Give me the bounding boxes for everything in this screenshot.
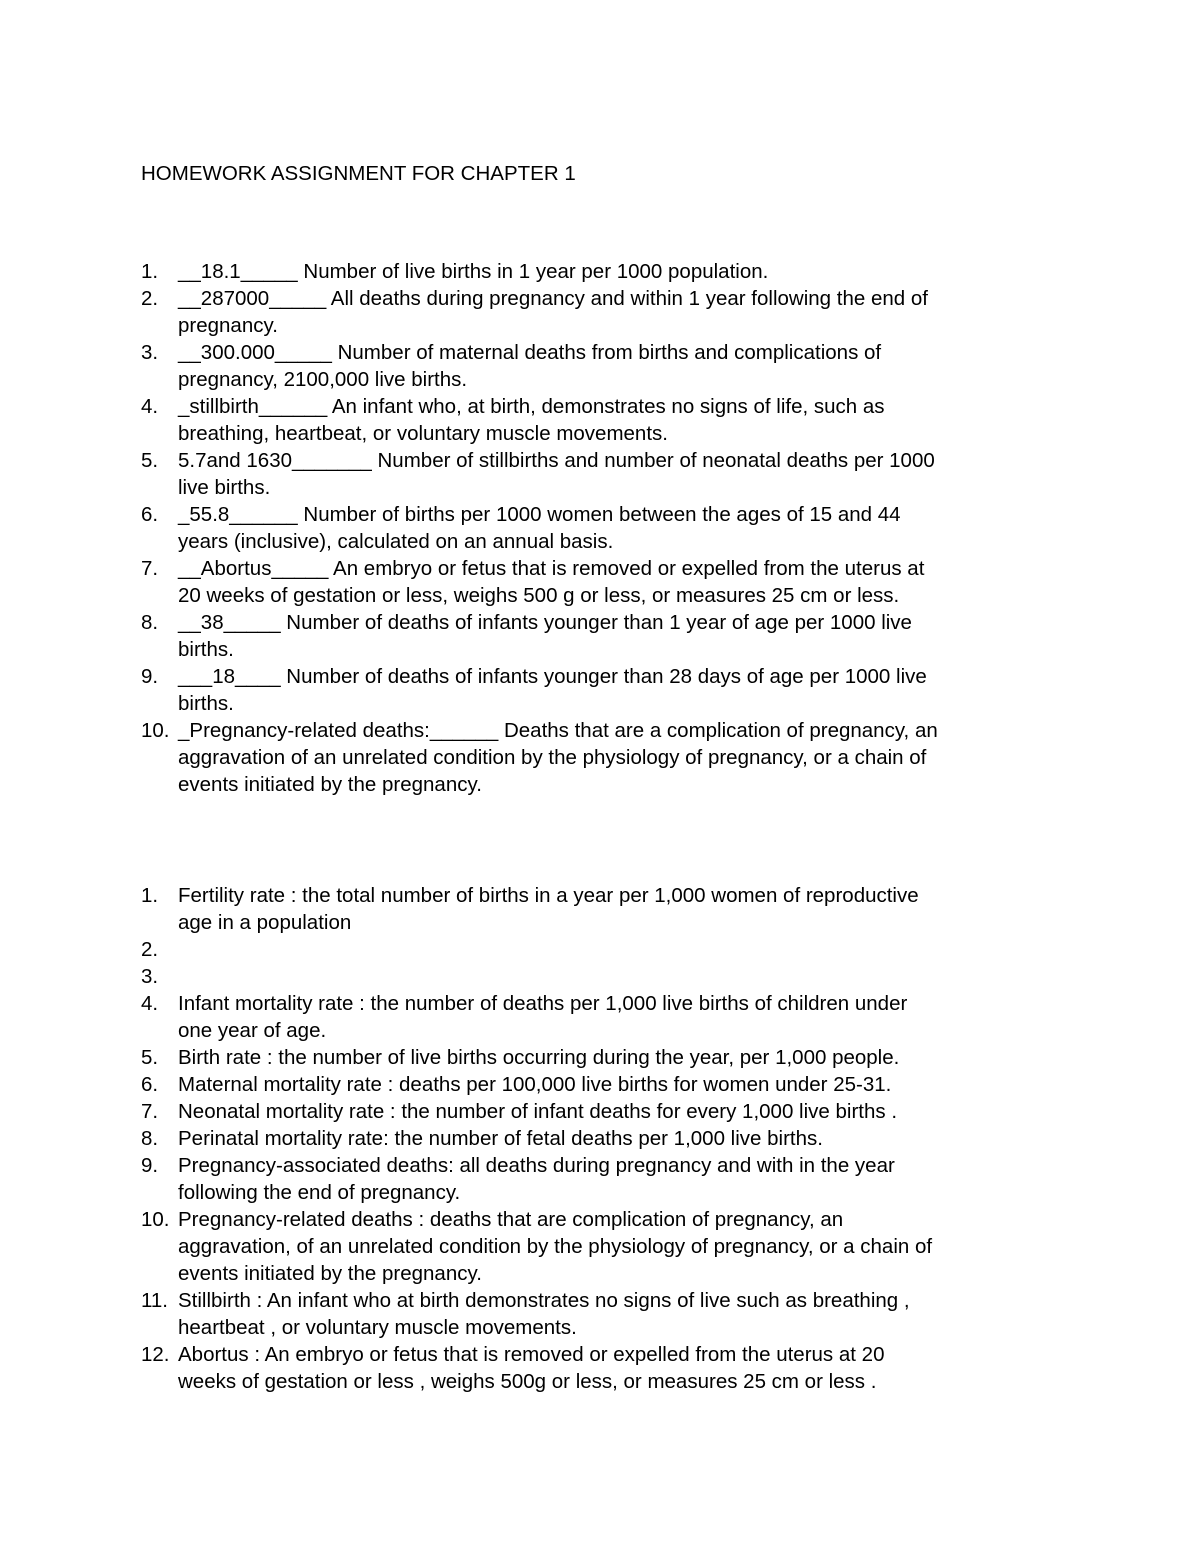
item-text-line: following the end of pregnancy. — [178, 1181, 461, 1204]
item-number: 11. — [141, 1289, 168, 1312]
item-text-line: pregnancy, 2100,000 live births. — [178, 368, 468, 391]
item-number: 5. — [141, 449, 159, 472]
item-text-line: events initiated by the pregnancy. — [178, 1262, 482, 1285]
item-text-line: Pregnancy-related deaths : deaths that are complication of pregnancy, an — [178, 1208, 844, 1231]
list-item — [141, 1044, 1071, 1071]
item-text-line: Neonatal mortality rate : the number of infant deaths for every 1,000 live births . — [178, 1100, 898, 1123]
item-text-line — [178, 963, 1071, 990]
item-number: 9. — [141, 1154, 159, 1177]
item-text-line: 5.7and 1630_______ Number of stillbirths and number of neonatal deaths per 1000 — [178, 449, 935, 472]
list-item — [141, 555, 1071, 609]
list-item — [141, 990, 1071, 1044]
list-item — [141, 1341, 1071, 1395]
definitions-list — [141, 882, 1071, 1395]
item-text-line: ___18____ Number of deaths of infants younger than 28 days of age per 1000 live — [178, 665, 927, 688]
list-item — [141, 258, 1071, 285]
item-text-line: 20 weeks of gestation or less, weighs 500 g or less, or measures 25 cm or less. — [178, 584, 900, 607]
item-number: 9. — [141, 665, 159, 688]
item-text-line: Abortus : An embryo or fetus that is removed or expelled from the uterus at 20 — [178, 1343, 885, 1366]
item-number: 10. — [141, 1208, 170, 1231]
list-item — [141, 339, 1071, 393]
item-text-line: live births. — [178, 476, 271, 499]
item-text-line: events initiated by the pregnancy. — [178, 773, 482, 796]
item-text-line: births. — [178, 692, 234, 715]
item-number: 4. — [141, 395, 159, 418]
list-item — [141, 1071, 1071, 1098]
item-number: 3. — [141, 341, 159, 364]
item-number: 1. — [141, 260, 159, 283]
item-number: 5. — [141, 1046, 159, 1069]
item-text-line: _stillbirth______ An infant who, at birth, demonstrates no signs of life, such as — [178, 395, 885, 418]
item-number: 1. — [141, 884, 159, 907]
item-text-line: breathing, heartbeat, or voluntary muscle movements. — [178, 422, 668, 445]
item-number: 8. — [141, 1127, 159, 1150]
item-text-line: years (inclusive), calculated on an annual basis. — [178, 530, 614, 553]
item-text-line: age in a population — [178, 911, 352, 934]
item-text-line: _Pregnancy-related deaths:______ Deaths that are a complication of pregnancy, an — [178, 719, 938, 742]
list-item — [141, 285, 1071, 339]
list-item — [141, 663, 1071, 717]
item-text-line: Perinatal mortality rate: the number of fetal deaths per 1,000 live births. — [178, 1127, 823, 1150]
list-item — [141, 1152, 1071, 1206]
item-text-line: __Abortus_____ An embryo or fetus that is removed or expelled from the uterus at — [178, 557, 925, 580]
item-number: 2. — [141, 287, 159, 310]
list-item — [141, 393, 1071, 447]
item-text-line: Fertility rate : the total number of births in a year per 1,000 women of reproductive — [178, 884, 919, 907]
item-text-line: Pregnancy-associated deaths: all deaths during pregnancy and with in the year — [178, 1154, 895, 1177]
item-number: 3. — [141, 965, 159, 988]
list-item — [141, 882, 1071, 936]
list-item — [141, 1125, 1071, 1152]
item-text-line: births. — [178, 638, 234, 661]
item-text-line: aggravation, of an unrelated condition by the physiology of pregnancy, or a chain of — [178, 1235, 933, 1258]
item-number: 8. — [141, 611, 159, 634]
item-text-line: one year of age. — [178, 1019, 327, 1042]
list-item — [141, 717, 1071, 798]
item-text-line: Birth rate : the number of live births occurring during the year, per 1,000 people. — [178, 1046, 900, 1069]
list-item — [141, 447, 1071, 501]
item-number: 12. — [141, 1343, 170, 1366]
item-number: 7. — [141, 557, 159, 580]
item-number: 7. — [141, 1100, 159, 1123]
item-text-line: __300.000_____ Number of maternal deaths from births and complications of — [178, 341, 882, 364]
item-text-line: Maternal mortality rate : deaths per 100,000 live births for women under 25-31. — [178, 1073, 892, 1096]
item-text-line: aggravation of an unrelated condition by the physiology of pregnancy, or a chain of — [178, 746, 927, 769]
list-item — [141, 501, 1071, 555]
item-number: 2. — [141, 938, 159, 961]
list-item — [141, 1206, 1071, 1287]
list-item — [141, 609, 1071, 663]
item-text-line — [178, 936, 1071, 963]
item-text-line: heartbeat , or voluntary muscle movements. — [178, 1316, 577, 1339]
list-item — [141, 1098, 1071, 1125]
item-number: 10. — [141, 719, 170, 742]
item-number: 6. — [141, 1073, 159, 1096]
list-item — [141, 963, 1071, 990]
item-text-line: pregnancy. — [178, 314, 278, 337]
item-text-line: Infant mortality rate : the number of deaths per 1,000 live births of children under — [178, 992, 908, 1015]
item-text-line: weeks of gestation or less , weighs 500g or less, or measures 25 cm or less . — [178, 1370, 877, 1393]
item-number: 4. — [141, 992, 159, 1015]
item-text-line: _55.8______ Number of births per 1000 women between the ages of 15 and 44 — [178, 503, 901, 526]
page-title: HOMEWORK ASSIGNMENT FOR CHAPTER 1 — [141, 162, 576, 185]
answers-list — [141, 258, 1071, 798]
item-number: 6. — [141, 503, 159, 526]
item-text-line: __18.1_____ Number of live births in 1 year per 1000 population. — [178, 260, 769, 283]
list-item — [141, 936, 1071, 963]
item-text-line: __38_____ Number of deaths of infants younger than 1 year of age per 1000 live — [178, 611, 912, 634]
list-item — [141, 1287, 1071, 1341]
item-text-line: Stillbirth : An infant who at birth demonstrates no signs of live such as breathing , — [178, 1289, 910, 1312]
item-text-line: __287000_____ All deaths during pregnancy and within 1 year following the end of — [178, 287, 928, 310]
